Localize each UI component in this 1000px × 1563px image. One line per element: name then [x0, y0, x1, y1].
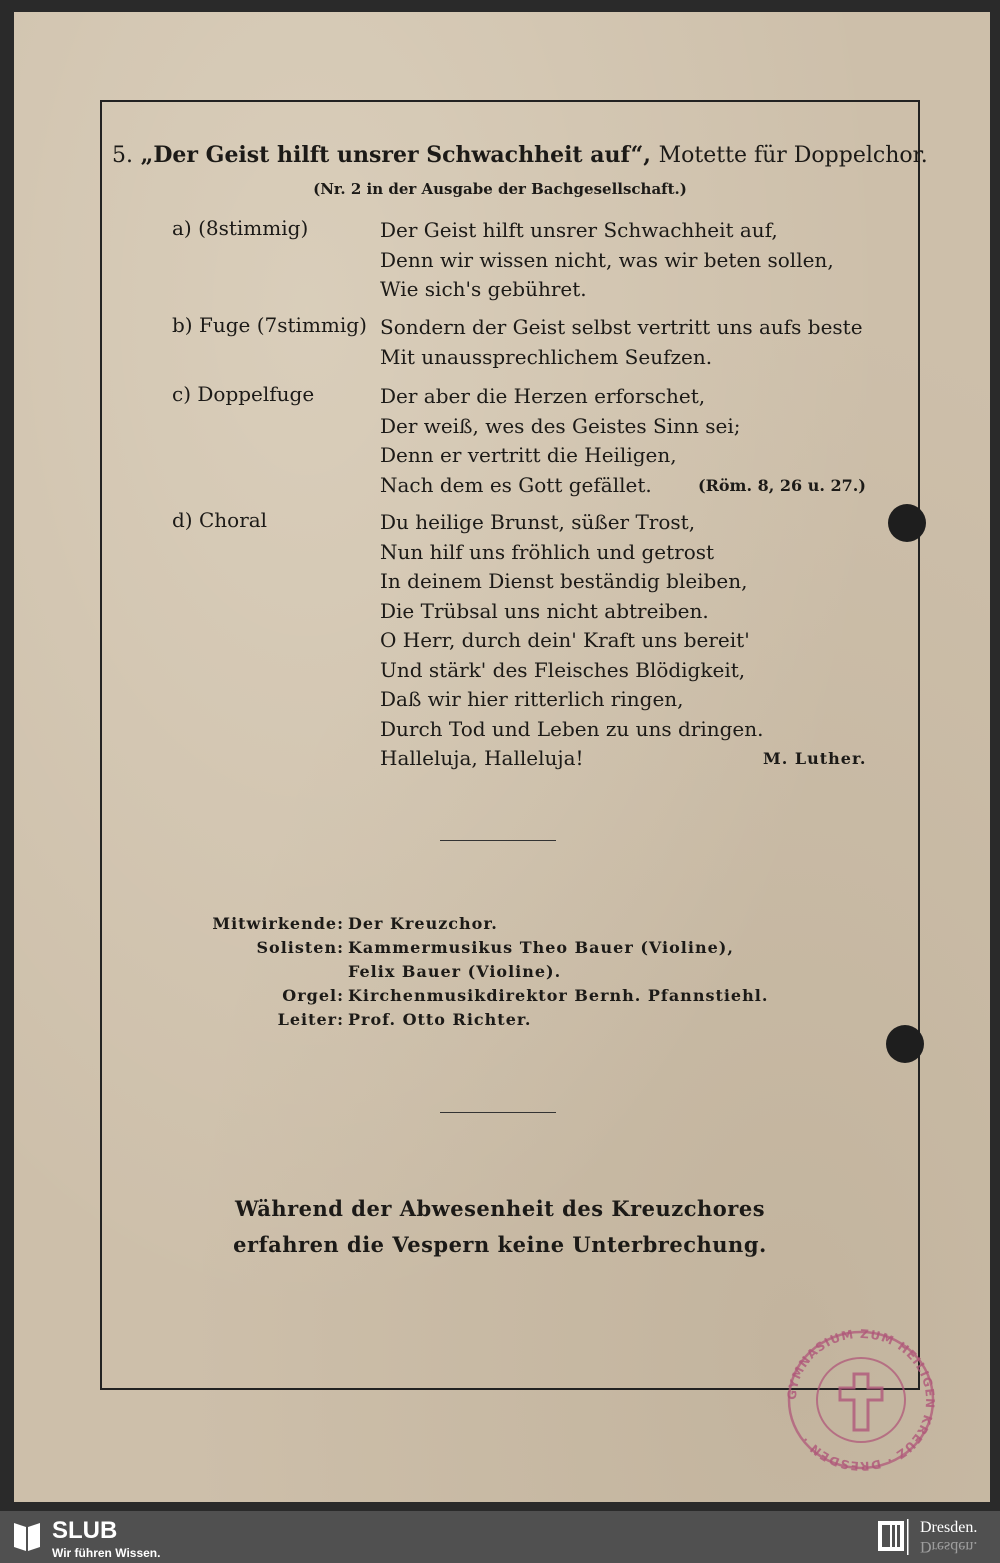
- text-line: Der aber die Herzen erforschet,: [380, 384, 706, 408]
- credit-label: Solisten:: [256, 938, 344, 957]
- credit-value: Prof. Otto Richter.: [348, 1010, 532, 1029]
- text-line: Der weiß, wes des Geistes Sinn sei;: [380, 413, 741, 438]
- credit-value: Der Kreuzchor.: [348, 914, 498, 933]
- section-label: a) (8stimmig): [172, 216, 309, 240]
- text-line: [380, 744, 880, 774]
- punch-hole: [886, 1025, 924, 1063]
- motet-heading: [112, 142, 928, 168]
- credit-value: Kirchenmusikdirektor Bernh. Pfannstiehl.: [348, 986, 769, 1005]
- credit-row: [196, 914, 796, 938]
- text-line: Denn wir wissen nicht, was wir beten sollen,: [380, 247, 834, 272]
- svg-text:GYMNASIUM ZUM HEILIGEN KREUZ ·: [785, 1327, 937, 1472]
- footer-bar: [0, 1511, 1000, 1563]
- text-line: Du heilige Brunst, süßer Trost,: [380, 510, 696, 534]
- text-line: In deinem Dienst beständig bleiben,: [380, 569, 748, 593]
- section-text: [380, 382, 880, 500]
- text-line: [380, 471, 880, 501]
- text-line: Nun hilf uns fröhlich und getrost: [380, 539, 715, 564]
- text-line-content: Nach dem es Gott gefället.: [380, 472, 652, 497]
- credit-row: [196, 1010, 796, 1034]
- text-line: Die Trübsal uns nicht abtreiben.: [380, 598, 709, 623]
- notice-line-1: Während der Abwesenheit des Kreuzchores: [234, 1196, 766, 1221]
- section-label: c) Doppelfuge: [172, 382, 315, 406]
- section-text: [380, 508, 880, 774]
- divider-line: [440, 840, 556, 841]
- text-line: O Herr, durch dein' Kraft uns bereit': [380, 628, 750, 652]
- slub-book-icon: [12, 1519, 42, 1553]
- library-tagline: Wir führen Wissen.: [52, 1546, 161, 1560]
- credit-value: Felix Bauer (Violine).: [348, 962, 562, 981]
- divider-line: [440, 1112, 556, 1113]
- credit-row: [196, 938, 796, 962]
- partner-name-reflection: Dresden.: [920, 1538, 978, 1555]
- library-stamp: [776, 1322, 946, 1472]
- credit-row: [196, 986, 796, 1010]
- notice-line-2: erfahren die Vespern keine Unterbrechung.: [233, 1232, 767, 1257]
- text-line: Mit unaussprechlichem Seufzen.: [380, 344, 713, 369]
- section-label: d) Choral: [172, 508, 268, 532]
- stamp-text: GYMNASIUM ZUM HEILIGEN KREUZ · DRESDEN ·: [784, 1326, 938, 1472]
- punch-hole: [888, 504, 926, 542]
- text-line: Sondern der Geist selbst vertritt uns aufs beste: [380, 315, 863, 339]
- text-line: Denn er vertritt die Heiligen,: [380, 443, 677, 467]
- hymn-author: M. Luther.: [763, 749, 867, 768]
- credits-block: [196, 914, 796, 1034]
- section-label: b) Fuge (7stimmig): [172, 313, 367, 337]
- partner-name: Dresden.: [920, 1519, 978, 1536]
- section-text: [380, 216, 880, 305]
- credit-label: Orgel:: [282, 986, 344, 1005]
- text-line: Der Geist hilft unsrer Schwachheit auf,: [380, 218, 778, 242]
- text-line: Und stärk' des Fleisches Blödigkeit,: [380, 657, 746, 682]
- text-line: Wie sich's gebühret.: [380, 277, 587, 301]
- credit-row: [196, 962, 796, 986]
- credit-label: Leiter:: [277, 1010, 344, 1029]
- motet-title: „Der Geist hilft unsrer Schwachheit auf“,: [140, 142, 651, 168]
- library-name: SLUB: [52, 1517, 118, 1544]
- motet-number: 5.: [112, 143, 133, 168]
- motet-source: (Nr. 2 in der Ausgabe der Bachgesellschaft.): [313, 180, 687, 198]
- dresden-crest-icon: [876, 1517, 910, 1557]
- text-line: Durch Tod und Leben zu uns dringen.: [380, 716, 764, 741]
- bible-reference: (Röm. 8, 26 u. 27.): [698, 475, 866, 495]
- section-text: [380, 313, 880, 372]
- credit-label: Mitwirkende:: [212, 914, 344, 933]
- motet-type: Motette für Doppelchor.: [658, 143, 928, 168]
- text-line-content: Halleluja, Halleluja!: [380, 746, 584, 770]
- text-line: Daß wir hier ritterlich ringen,: [380, 687, 684, 711]
- credit-value: Kammermusikus Theo Bauer (Violine),: [348, 938, 734, 957]
